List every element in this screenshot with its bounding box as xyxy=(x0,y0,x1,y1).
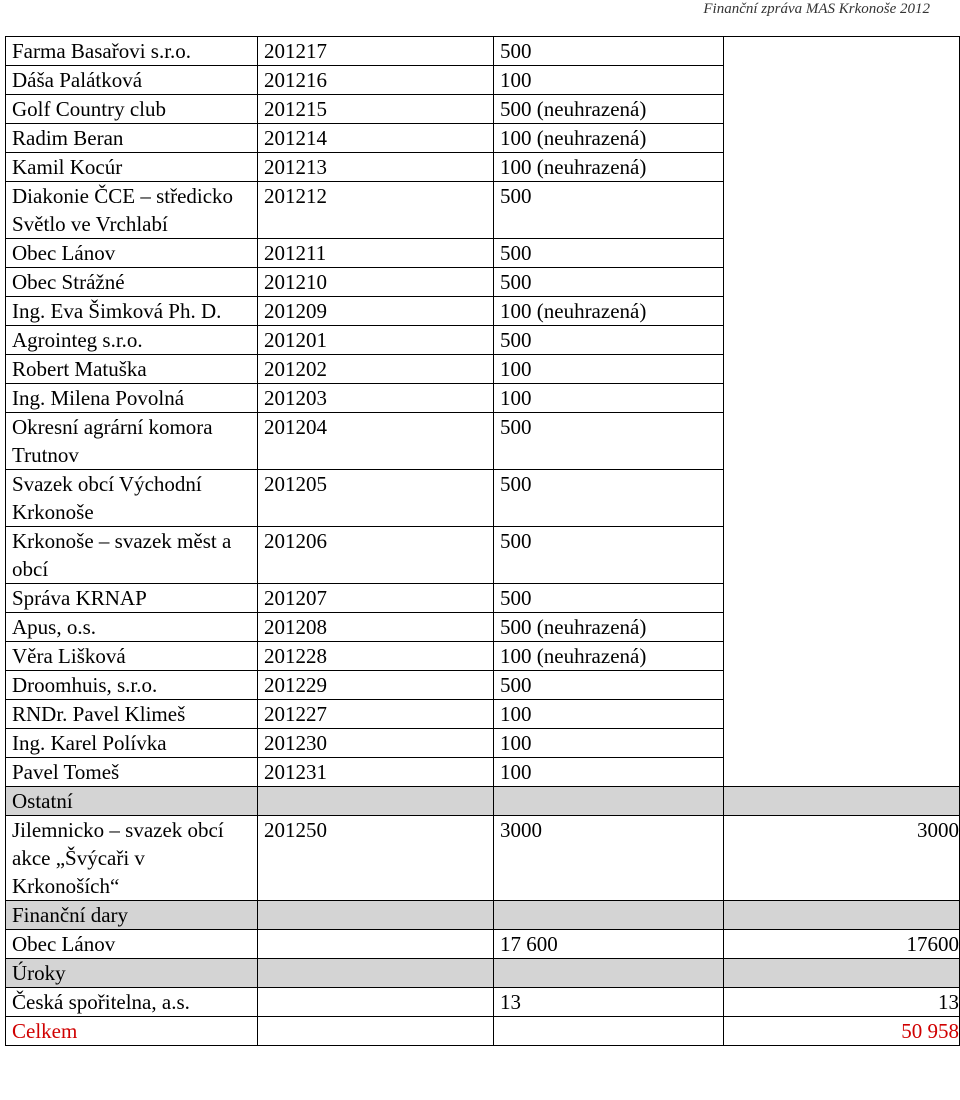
member-name: Radim Beran xyxy=(6,124,258,153)
member-name: Správa KRNAP xyxy=(6,584,258,613)
member-name: Droomhuis, s.r.o. xyxy=(6,671,258,700)
table-row xyxy=(6,930,960,959)
member-code: 201206 xyxy=(258,527,494,584)
member-code: 201229 xyxy=(258,671,494,700)
member-amount: 500 xyxy=(494,326,724,355)
member-amount: 500 xyxy=(494,37,724,66)
section-ostatni-label: Ostatní xyxy=(6,787,258,816)
interest-subtotal: 13 xyxy=(724,988,960,1017)
other-subtotal: 3000 xyxy=(724,816,960,901)
member-code: 201207 xyxy=(258,584,494,613)
other-amount: 3000 xyxy=(494,816,724,901)
other-name: Jilemnicko – svazek obcí akce „Švýcaři v Krkonoších“ xyxy=(6,816,258,901)
member-name: Kamil Kocúr xyxy=(6,153,258,182)
section-uroky-label: Úroky xyxy=(6,959,258,988)
section-blank xyxy=(258,959,494,988)
interest-code xyxy=(258,988,494,1017)
member-name: Ing. Eva Šimková Ph. D. xyxy=(6,297,258,326)
member-name: Farma Basařovi s.r.o. xyxy=(6,37,258,66)
interest-amount: 13 xyxy=(494,988,724,1017)
section-uroky xyxy=(6,959,960,988)
member-code: 201202 xyxy=(258,355,494,384)
member-code: 201203 xyxy=(258,384,494,413)
member-name: Svazek obcí Východní Krkonoše xyxy=(6,470,258,527)
member-amount: 100 (neuhrazená) xyxy=(494,153,724,182)
member-name: Diakonie ČCE – středicko Světlo ve Vrchlabí xyxy=(6,182,258,239)
blank-subtotal-cell xyxy=(724,37,960,787)
member-code: 201217 xyxy=(258,37,494,66)
total-row xyxy=(6,1017,960,1046)
member-amount: 100 (neuhrazená) xyxy=(494,642,724,671)
member-amount: 500 xyxy=(494,671,724,700)
member-name: Ing. Karel Polívka xyxy=(6,729,258,758)
member-name: Okresní agrární komora Trutnov xyxy=(6,413,258,470)
member-code: 201228 xyxy=(258,642,494,671)
section-dary-label: Finanční dary xyxy=(6,901,258,930)
member-name: Pavel Tomeš xyxy=(6,758,258,787)
member-amount: 100 xyxy=(494,758,724,787)
section-dary xyxy=(6,901,960,930)
member-amount: 500 (neuhrazená) xyxy=(494,613,724,642)
section-blank xyxy=(494,787,724,816)
member-code: 201210 xyxy=(258,268,494,297)
section-blank xyxy=(258,901,494,930)
member-code: 201204 xyxy=(258,413,494,470)
table-row xyxy=(6,816,960,901)
table-row xyxy=(6,988,960,1017)
member-amount: 100 (neuhrazená) xyxy=(494,297,724,326)
member-name: Krkonoše – svazek měst a obcí xyxy=(6,527,258,584)
gift-amount: 17 600 xyxy=(494,930,724,959)
member-name: Obec Lánov xyxy=(6,239,258,268)
member-amount: 100 xyxy=(494,729,724,758)
gift-subtotal: 17600 xyxy=(724,930,960,959)
member-amount: 500 xyxy=(494,470,724,527)
member-code: 201205 xyxy=(258,470,494,527)
total-label: Celkem xyxy=(6,1017,258,1046)
member-amount: 500 xyxy=(494,527,724,584)
member-name: Golf Country club xyxy=(6,95,258,124)
section-blank xyxy=(494,959,724,988)
member-code: 201208 xyxy=(258,613,494,642)
member-amount: 500 xyxy=(494,239,724,268)
section-blank xyxy=(258,787,494,816)
member-code: 201209 xyxy=(258,297,494,326)
member-name: Agrointeg s.r.o. xyxy=(6,326,258,355)
member-code: 201211 xyxy=(258,239,494,268)
member-amount: 500 xyxy=(494,182,724,239)
member-amount: 500 (neuhrazená) xyxy=(494,95,724,124)
member-code: 201227 xyxy=(258,700,494,729)
member-code: 201213 xyxy=(258,153,494,182)
table-row xyxy=(6,37,960,66)
member-name: Ing. Milena Povolná xyxy=(6,384,258,413)
member-name: Robert Matuška xyxy=(6,355,258,384)
page-header: Finanční zpráva MAS Krkonoše 2012 xyxy=(703,1,930,17)
member-name: Dáša Palátková xyxy=(6,66,258,95)
gift-name: Obec Lánov xyxy=(6,930,258,959)
section-blank xyxy=(724,787,960,816)
member-amount: 500 xyxy=(494,413,724,470)
member-amount: 500 xyxy=(494,268,724,297)
finance-table xyxy=(5,36,960,1046)
section-blank xyxy=(724,959,960,988)
section-blank xyxy=(724,901,960,930)
member-amount: 100 xyxy=(494,355,724,384)
member-name: Apus, o.s. xyxy=(6,613,258,642)
other-code: 201250 xyxy=(258,816,494,901)
member-code: 201214 xyxy=(258,124,494,153)
section-ostatni xyxy=(6,787,960,816)
member-amount: 100 xyxy=(494,384,724,413)
member-code: 201215 xyxy=(258,95,494,124)
member-amount: 500 xyxy=(494,584,724,613)
total-blank xyxy=(258,1017,494,1046)
member-code: 201231 xyxy=(258,758,494,787)
member-amount: 100 (neuhrazená) xyxy=(494,124,724,153)
interest-name: Česká spořitelna, a.s. xyxy=(6,988,258,1017)
member-name: RNDr. Pavel Klimeš xyxy=(6,700,258,729)
member-name: Obec Strážné xyxy=(6,268,258,297)
section-blank xyxy=(494,901,724,930)
member-amount: 100 xyxy=(494,700,724,729)
member-code: 201201 xyxy=(258,326,494,355)
total-blank xyxy=(494,1017,724,1046)
member-code: 201212 xyxy=(258,182,494,239)
total-value: 50 958 xyxy=(724,1017,960,1046)
member-code: 201230 xyxy=(258,729,494,758)
member-amount: 100 xyxy=(494,66,724,95)
member-name: Věra Lišková xyxy=(6,642,258,671)
member-code: 201216 xyxy=(258,66,494,95)
gift-code xyxy=(258,930,494,959)
